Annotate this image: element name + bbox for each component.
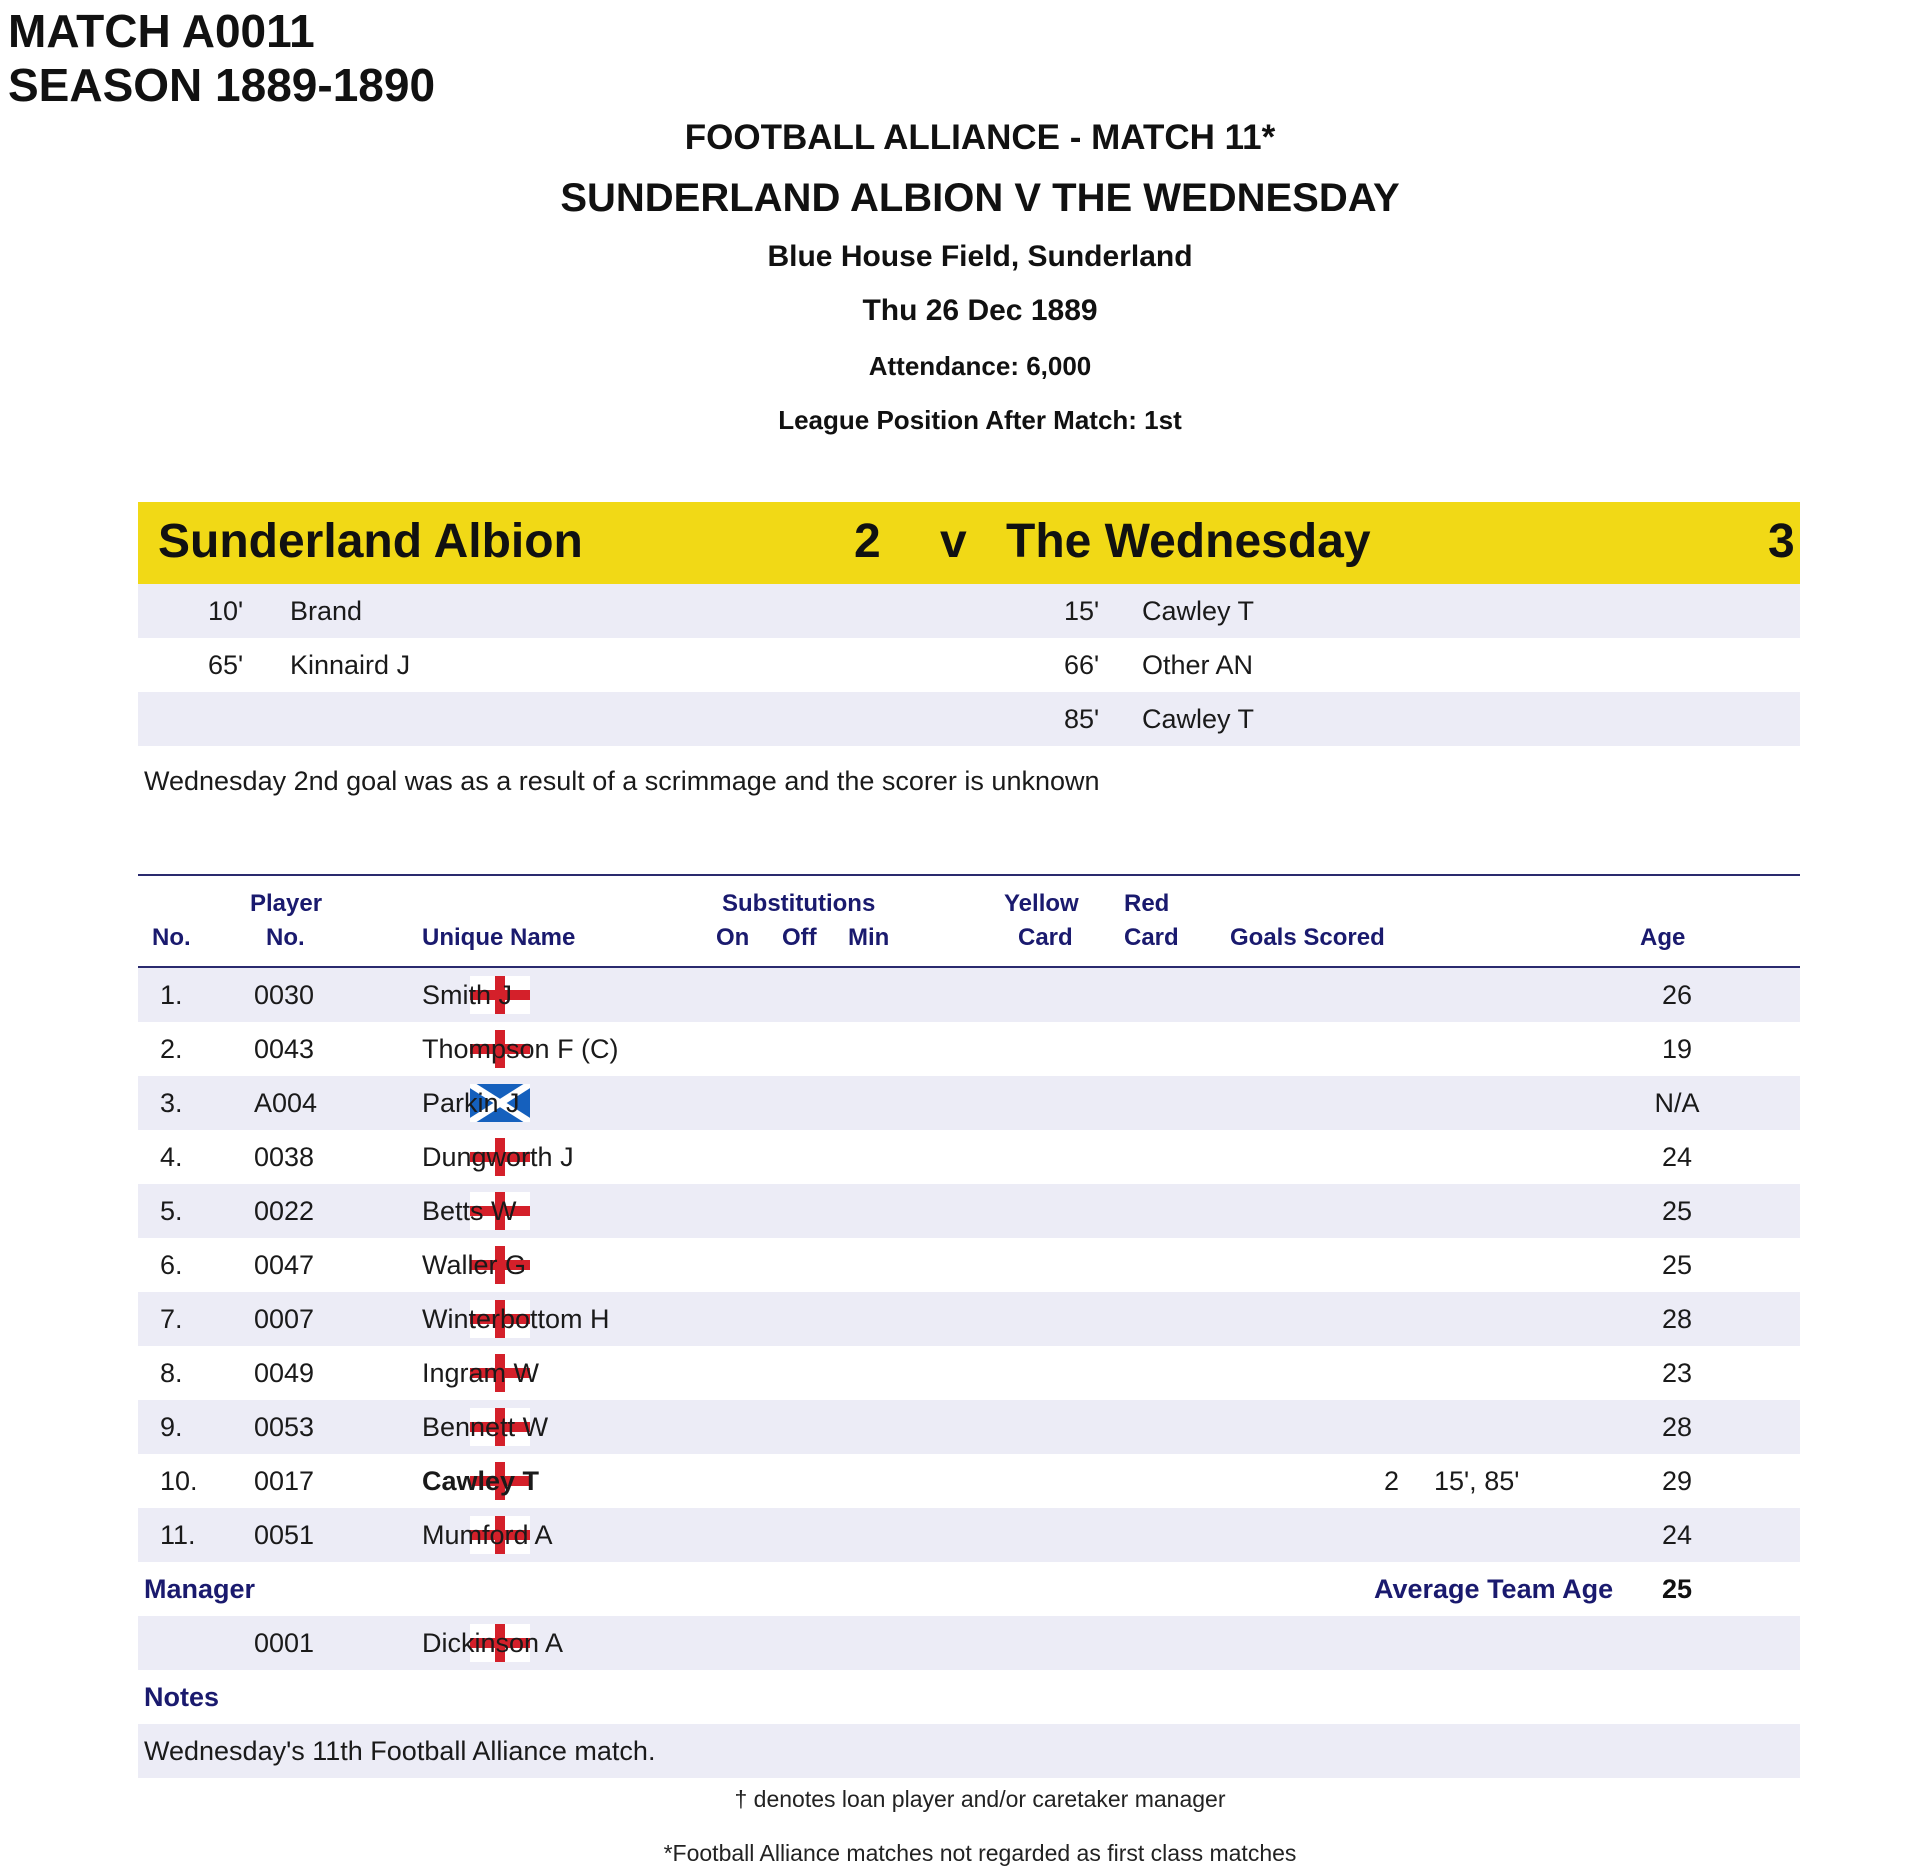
- row-number: 3.: [160, 1088, 183, 1118]
- table-row: [138, 1346, 1800, 1400]
- player-name: Bennett W: [422, 1412, 549, 1442]
- row-number: 5.: [160, 1196, 183, 1226]
- player-age: 19: [1661, 1034, 1693, 1064]
- player-name: Winterbottom H: [422, 1304, 610, 1334]
- notes-header-row: [138, 1670, 1800, 1724]
- player-number: 0017: [254, 1466, 315, 1496]
- home-goal-minute: 65': [208, 650, 244, 680]
- player-age: 24: [1661, 1142, 1693, 1172]
- notes-row: [138, 1724, 1800, 1778]
- header-sub-off: Off: [782, 924, 817, 951]
- player-age: 25: [1661, 1250, 1693, 1280]
- player-number: 0051: [254, 1520, 315, 1550]
- row-number: 10.: [160, 1466, 198, 1496]
- player-number: 0047: [254, 1250, 315, 1280]
- average-age-value: 25: [1661, 1574, 1693, 1604]
- goal-row: [138, 692, 1800, 746]
- table-row: [138, 1508, 1800, 1562]
- season: SEASON 1889-1890: [8, 59, 436, 111]
- away-goal-scorer: Cawley T: [1142, 704, 1255, 734]
- player-name: Waller G: [422, 1250, 527, 1280]
- away-goal-minute: 66': [1064, 650, 1100, 680]
- header-red-line2: Card: [1124, 924, 1179, 951]
- header-red-line1: Red: [1124, 890, 1170, 917]
- match-id: MATCH A0011: [8, 5, 315, 57]
- player-number: 0053: [254, 1412, 315, 1442]
- away-goal-minute: 15': [1064, 596, 1100, 626]
- row-number: 4.: [160, 1142, 183, 1172]
- manager-label: Manager: [144, 1574, 256, 1604]
- table-row: [138, 1400, 1800, 1454]
- goal-row: [138, 584, 1800, 638]
- player-name: Ingram W: [422, 1358, 540, 1388]
- notes-label: Notes: [144, 1682, 220, 1712]
- footnote-loan: † denotes loan player and/or caretaker manager: [734, 1786, 1226, 1812]
- manager-header-row: [138, 1562, 1800, 1616]
- away-goal-scorer: Other AN: [1142, 650, 1254, 680]
- row-number: 2.: [160, 1034, 183, 1064]
- table-row: [138, 1022, 1800, 1076]
- goal-note: Wednesday 2nd goal was as a result of a scrimmage and the scorer is unknown: [144, 766, 1100, 796]
- player-age: N/A: [1654, 1088, 1700, 1118]
- header-unique-name: Unique Name: [422, 924, 576, 951]
- player-number: 0049: [254, 1358, 315, 1388]
- home-goal-minute: 10': [208, 596, 244, 626]
- row-number: 9.: [160, 1412, 183, 1442]
- score-band: [138, 502, 1800, 584]
- table-row: [138, 1076, 1800, 1130]
- home-goal-scorer: Kinnaird J: [290, 650, 411, 680]
- player-age: 24: [1661, 1520, 1693, 1550]
- player-name: Betts W: [422, 1196, 517, 1226]
- header-player-no-line2: No.: [266, 924, 305, 951]
- manager-number: 0001: [254, 1628, 315, 1658]
- table-row: [138, 968, 1800, 1022]
- player-name: Mumford A: [422, 1520, 553, 1550]
- goal-minutes: 15', 85': [1434, 1466, 1520, 1496]
- player-name: Cawley T: [422, 1466, 540, 1496]
- row-number: 1.: [160, 980, 183, 1010]
- away-goal-minute: 85': [1064, 704, 1100, 734]
- row-number: 7.: [160, 1304, 183, 1334]
- row-number: 8.: [160, 1358, 183, 1388]
- player-age: 23: [1661, 1358, 1693, 1388]
- competition-title: FOOTBALL ALLIANCE - MATCH 11*: [684, 118, 1276, 157]
- player-name: Dungworth J: [422, 1142, 574, 1172]
- away-goal-scorer: Cawley T: [1142, 596, 1255, 626]
- home-team: Sunderland Albion: [158, 515, 583, 568]
- player-age: 29: [1661, 1466, 1693, 1496]
- header-sub-min: Min: [848, 924, 890, 951]
- league-position: League Position After Match: 1st: [778, 405, 1182, 435]
- player-name: Parkin J: [422, 1088, 520, 1118]
- player-number: 0030: [254, 980, 315, 1010]
- goals-count: 2: [1384, 1466, 1400, 1496]
- goal-row: [138, 638, 1800, 692]
- table-top-rule: [138, 874, 1800, 876]
- player-number: 0038: [254, 1142, 315, 1172]
- venue: Blue House Field, Sunderland: [767, 240, 1193, 273]
- away-team: The Wednesday: [1006, 515, 1371, 568]
- header-age: Age: [1640, 924, 1686, 951]
- table-row: [138, 1184, 1800, 1238]
- player-age: 28: [1661, 1412, 1693, 1442]
- table-row: [138, 1130, 1800, 1184]
- header-yellow-line2: Card: [1018, 924, 1073, 951]
- manager-name: Dickinson A: [422, 1628, 564, 1658]
- player-age: 26: [1661, 980, 1693, 1010]
- player-number: A004: [254, 1088, 318, 1118]
- attendance: Attendance: 6,000: [868, 351, 1092, 381]
- header-player-no-line1: Player: [250, 890, 323, 917]
- home-goals: 2: [854, 515, 881, 568]
- match-date: Thu 26 Dec 1889: [862, 294, 1098, 327]
- table-row: [138, 1454, 1800, 1508]
- row-number: 6.: [160, 1250, 183, 1280]
- player-name: Thompson F (C): [422, 1034, 619, 1064]
- away-goals: 3: [1768, 515, 1795, 568]
- footnote-alliance: *Football Alliance matches not regarded as first class matches: [663, 1840, 1297, 1866]
- player-number: 0022: [254, 1196, 315, 1226]
- average-age-label: Average Team Age: [1374, 1574, 1614, 1604]
- fixture-title: SUNDERLAND ALBION V THE WEDNESDAY: [560, 176, 1400, 220]
- header-substitutions: Substitutions: [722, 890, 876, 917]
- player-name: Smith J: [422, 980, 513, 1010]
- player-number: 0043: [254, 1034, 315, 1064]
- header-goals-scored: Goals Scored: [1230, 924, 1385, 951]
- home-goal-scorer: Brand: [290, 596, 363, 626]
- table-row: [138, 1238, 1800, 1292]
- table-row: [138, 1292, 1800, 1346]
- header-sub-on: On: [716, 924, 750, 951]
- player-number: 0007: [254, 1304, 315, 1334]
- player-age: 28: [1661, 1304, 1693, 1334]
- row-number: 11.: [160, 1520, 196, 1550]
- manager-row: [138, 1616, 1800, 1670]
- notes-text: Wednesday's 11th Football Alliance match.: [144, 1736, 656, 1766]
- player-age: 25: [1661, 1196, 1693, 1226]
- versus: v: [940, 515, 967, 568]
- header-no: No.: [152, 924, 191, 951]
- header-yellow-line1: Yellow: [1004, 890, 1079, 917]
